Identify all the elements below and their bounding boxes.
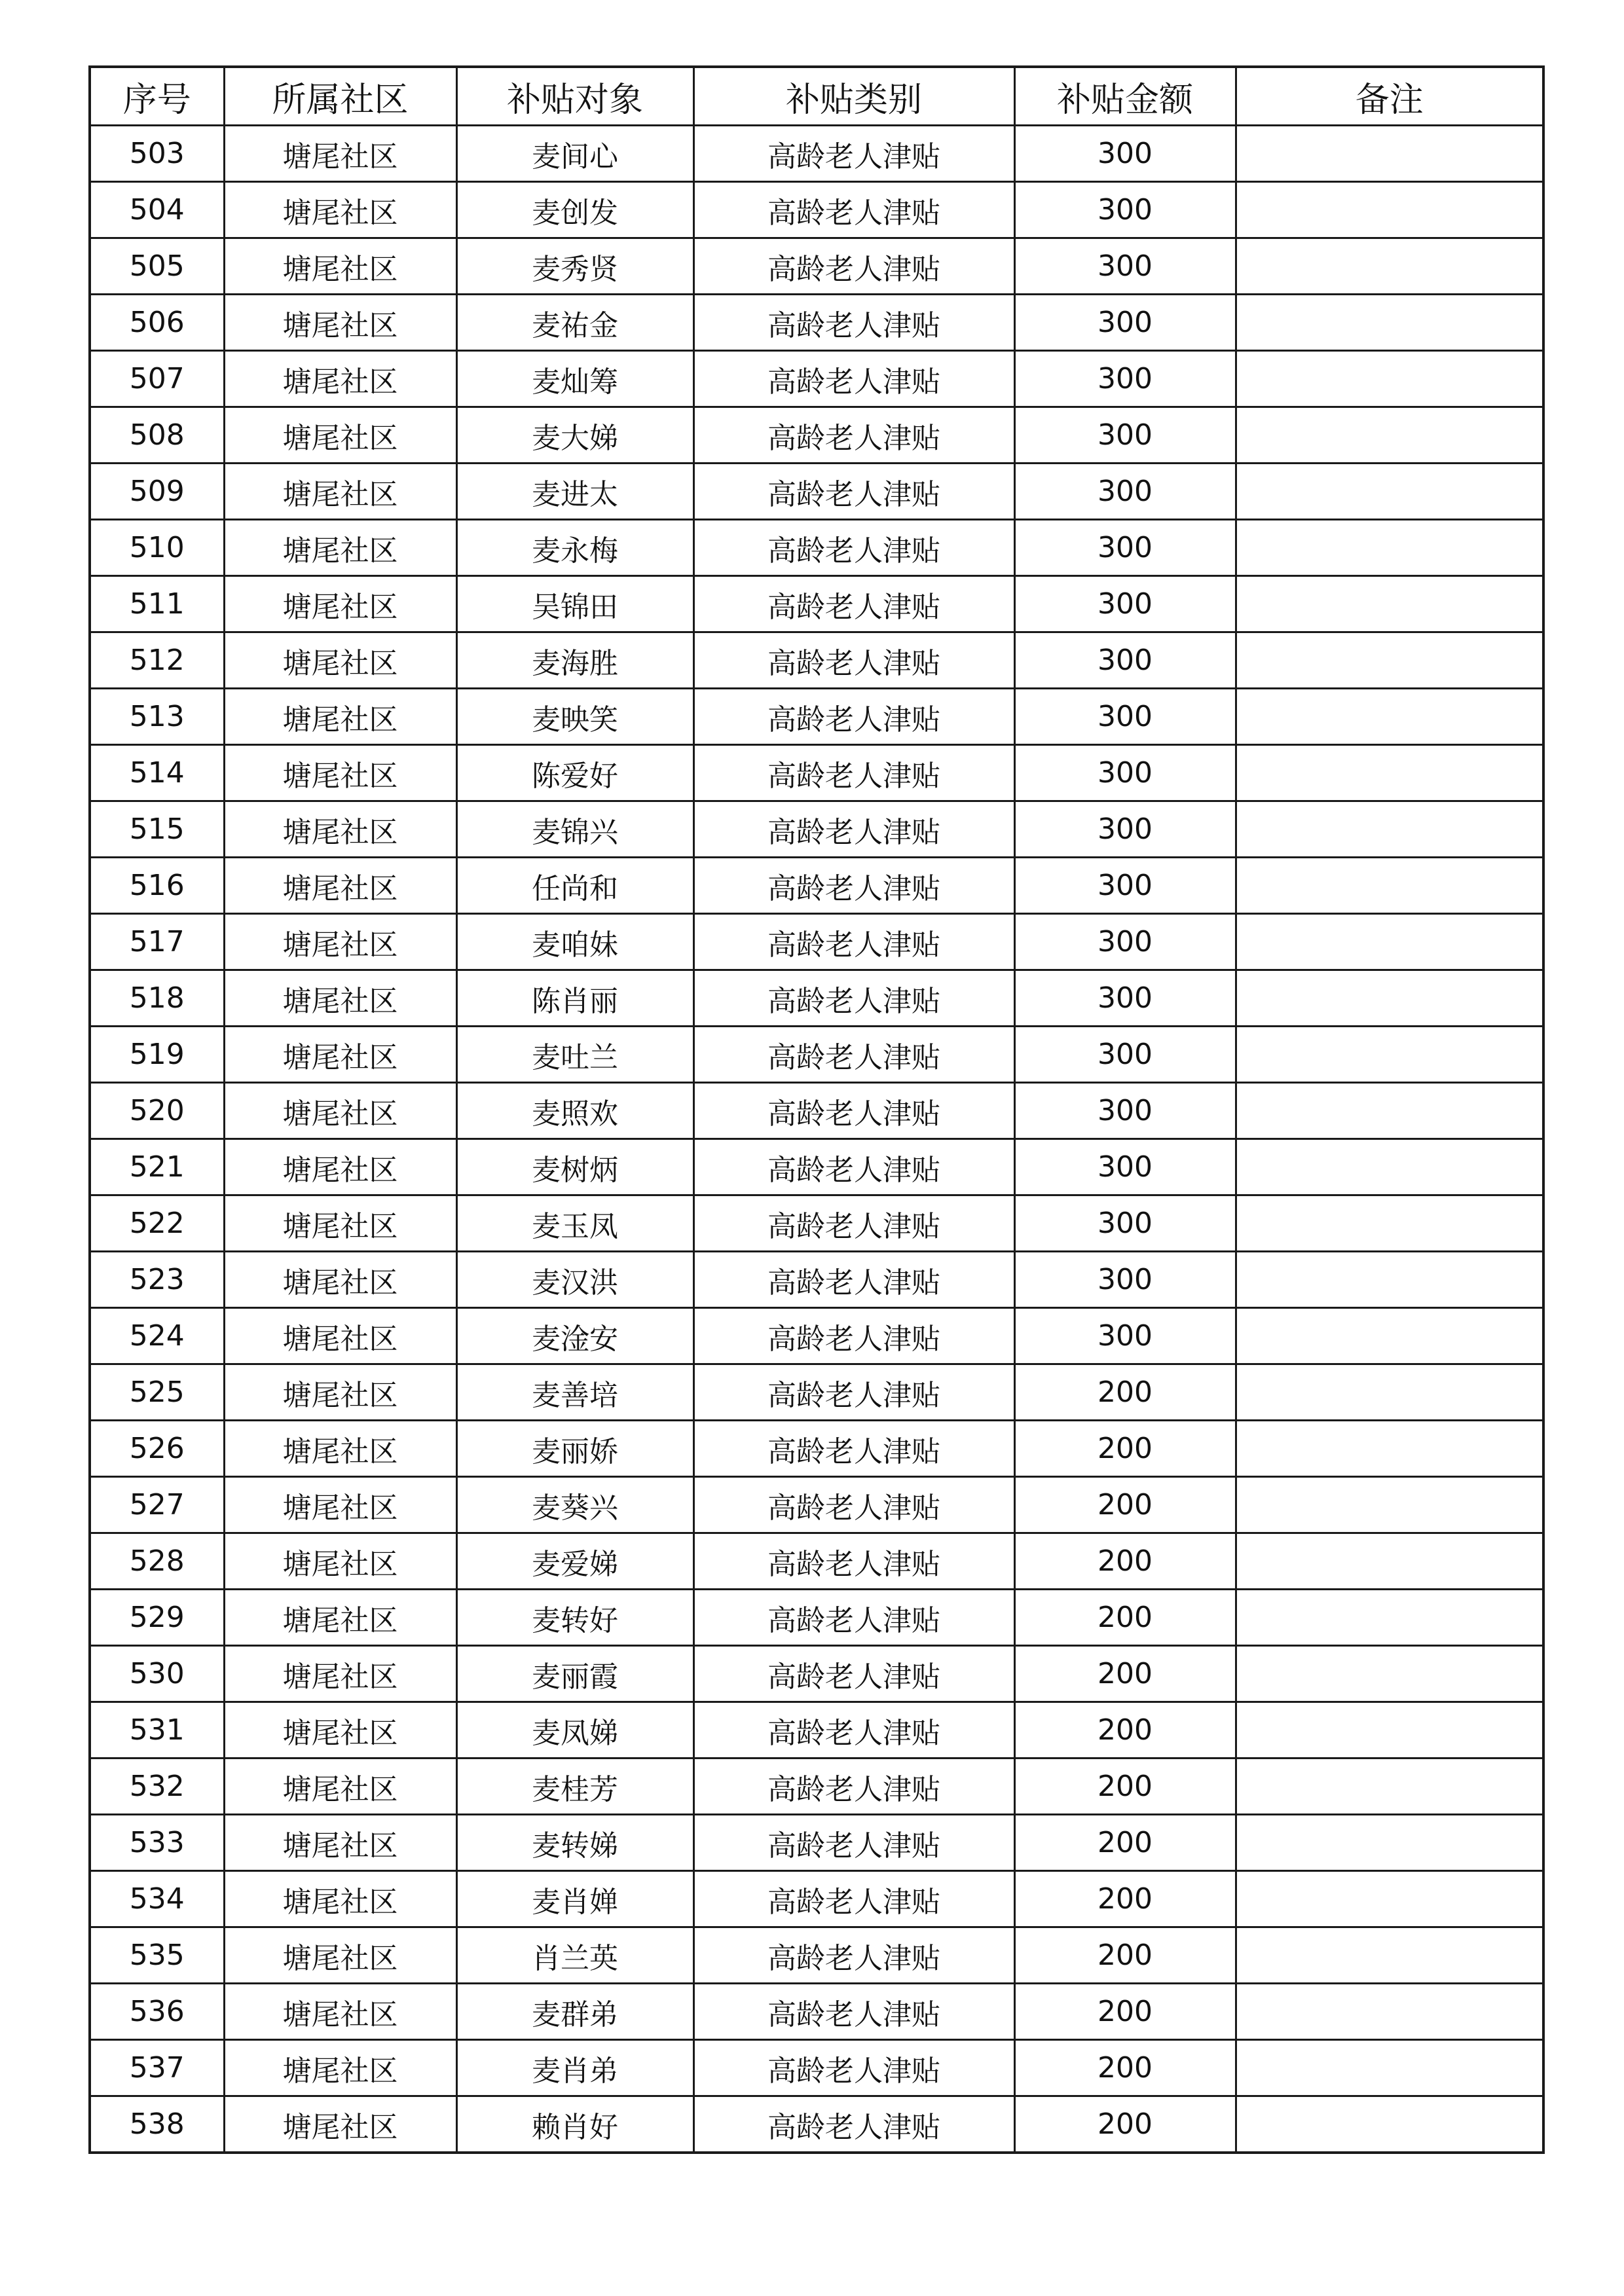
- cell-remarks: [1236, 1195, 1543, 1252]
- cell-subsidy-amount: 300: [1014, 970, 1236, 1027]
- cell-serial-number: 516: [90, 858, 224, 914]
- cell-subsidy-amount: 300: [1014, 745, 1236, 801]
- cell-serial-number: 529: [90, 1590, 224, 1646]
- cell-serial-number: 514: [90, 745, 224, 801]
- cell-remarks: [1236, 464, 1543, 520]
- cell-community: 塘尾社区: [224, 1984, 456, 2040]
- cell-community: 塘尾社区: [224, 1815, 456, 1871]
- cell-community: 塘尾社区: [224, 2096, 456, 2153]
- cell-subsidy-type: 高龄老人津贴: [693, 182, 1014, 238]
- table-row: [90, 801, 1543, 858]
- cell-remarks: [1236, 238, 1543, 295]
- header-community: 所属社区: [224, 67, 456, 126]
- cell-remarks: [1236, 1533, 1543, 1590]
- cell-recipient: 麦凤娣: [456, 1702, 693, 1758]
- cell-remarks: [1236, 858, 1543, 914]
- table-row: [90, 1984, 1543, 2040]
- cell-recipient: 麦肖婵: [456, 1871, 693, 1927]
- cell-community: 塘尾社区: [224, 407, 456, 464]
- table-row: [90, 1195, 1543, 1252]
- cell-subsidy-type: 高龄老人津贴: [693, 1927, 1014, 1984]
- cell-serial-number: 523: [90, 1252, 224, 1308]
- table-row: [90, 1083, 1543, 1139]
- header-serial-number: 序号: [90, 67, 224, 126]
- cell-subsidy-amount: 300: [1014, 182, 1236, 238]
- cell-subsidy-amount: 300: [1014, 1083, 1236, 1139]
- cell-subsidy-amount: 300: [1014, 632, 1236, 689]
- subsidy-table-sheet: [88, 65, 1542, 2154]
- cell-serial-number: 505: [90, 238, 224, 295]
- table-row: [90, 1871, 1543, 1927]
- table-row: [90, 689, 1543, 745]
- cell-community: 塘尾社区: [224, 464, 456, 520]
- table-row: [90, 1758, 1543, 1815]
- table-row: [90, 1027, 1543, 1083]
- cell-community: 塘尾社区: [224, 914, 456, 970]
- cell-remarks: [1236, 1927, 1543, 1984]
- cell-subsidy-type: 高龄老人津贴: [693, 464, 1014, 520]
- cell-subsidy-type: 高龄老人津贴: [693, 745, 1014, 801]
- cell-subsidy-amount: 200: [1014, 1646, 1236, 1702]
- cell-community: 塘尾社区: [224, 1477, 456, 1533]
- cell-community: 塘尾社区: [224, 1195, 456, 1252]
- cell-recipient: 麦秀贤: [456, 238, 693, 295]
- cell-recipient: 麦间心: [456, 126, 693, 182]
- cell-serial-number: 504: [90, 182, 224, 238]
- cell-serial-number: 527: [90, 1477, 224, 1533]
- cell-subsidy-type: 高龄老人津贴: [693, 1421, 1014, 1477]
- table-row: [90, 914, 1543, 970]
- cell-subsidy-amount: 300: [1014, 801, 1236, 858]
- table-row: [90, 520, 1543, 576]
- header-subsidy-amount: 补贴金额: [1014, 67, 1236, 126]
- cell-serial-number: 532: [90, 1758, 224, 1815]
- subsidy-table: [88, 65, 1545, 2154]
- cell-remarks: [1236, 407, 1543, 464]
- cell-serial-number: 536: [90, 1984, 224, 2040]
- cell-subsidy-type: 高龄老人津贴: [693, 1027, 1014, 1083]
- cell-community: 塘尾社区: [224, 238, 456, 295]
- cell-community: 塘尾社区: [224, 1308, 456, 1364]
- cell-serial-number: 524: [90, 1308, 224, 1364]
- cell-serial-number: 526: [90, 1421, 224, 1477]
- cell-recipient: 麦汉洪: [456, 1252, 693, 1308]
- table-row: [90, 1590, 1543, 1646]
- cell-subsidy-amount: 300: [1014, 1308, 1236, 1364]
- cell-subsidy-type: 高龄老人津贴: [693, 1364, 1014, 1421]
- cell-remarks: [1236, 2040, 1543, 2096]
- cell-community: 塘尾社区: [224, 801, 456, 858]
- cell-serial-number: 507: [90, 351, 224, 407]
- cell-remarks: [1236, 1083, 1543, 1139]
- cell-subsidy-amount: 300: [1014, 238, 1236, 295]
- cell-subsidy-type: 高龄老人津贴: [693, 1815, 1014, 1871]
- cell-recipient: 麦爱娣: [456, 1533, 693, 1590]
- cell-recipient: 麦吐兰: [456, 1027, 693, 1083]
- cell-serial-number: 503: [90, 126, 224, 182]
- cell-community: 塘尾社区: [224, 182, 456, 238]
- cell-community: 塘尾社区: [224, 1083, 456, 1139]
- table-row: [90, 182, 1543, 238]
- cell-community: 塘尾社区: [224, 1027, 456, 1083]
- cell-community: 塘尾社区: [224, 1927, 456, 1984]
- cell-remarks: [1236, 2096, 1543, 2153]
- cell-remarks: [1236, 1815, 1543, 1871]
- cell-subsidy-type: 高龄老人津贴: [693, 858, 1014, 914]
- cell-community: 塘尾社区: [224, 1646, 456, 1702]
- cell-remarks: [1236, 351, 1543, 407]
- cell-remarks: [1236, 1590, 1543, 1646]
- cell-community: 塘尾社区: [224, 295, 456, 351]
- cell-subsidy-amount: 300: [1014, 126, 1236, 182]
- table-row: [90, 1815, 1543, 1871]
- table-row: [90, 1533, 1543, 1590]
- table-body: [90, 126, 1543, 2153]
- cell-serial-number: 506: [90, 295, 224, 351]
- table-row: [90, 1702, 1543, 1758]
- cell-community: 塘尾社区: [224, 858, 456, 914]
- cell-subsidy-type: 高龄老人津贴: [693, 2040, 1014, 2096]
- table-row: [90, 576, 1543, 632]
- cell-subsidy-type: 高龄老人津贴: [693, 351, 1014, 407]
- cell-remarks: [1236, 1421, 1543, 1477]
- cell-subsidy-amount: 300: [1014, 295, 1236, 351]
- cell-recipient: 麦祐金: [456, 295, 693, 351]
- cell-remarks: [1236, 1477, 1543, 1533]
- cell-remarks: [1236, 632, 1543, 689]
- cell-serial-number: 513: [90, 689, 224, 745]
- cell-subsidy-amount: 300: [1014, 914, 1236, 970]
- cell-serial-number: 535: [90, 1927, 224, 1984]
- cell-subsidy-type: 高龄老人津贴: [693, 295, 1014, 351]
- cell-recipient: 麦转娣: [456, 1815, 693, 1871]
- cell-serial-number: 510: [90, 520, 224, 576]
- cell-serial-number: 518: [90, 970, 224, 1027]
- cell-community: 塘尾社区: [224, 351, 456, 407]
- cell-subsidy-type: 高龄老人津贴: [693, 970, 1014, 1027]
- cell-subsidy-type: 高龄老人津贴: [693, 1195, 1014, 1252]
- cell-subsidy-amount: 300: [1014, 464, 1236, 520]
- cell-subsidy-type: 高龄老人津贴: [693, 1533, 1014, 1590]
- cell-subsidy-type: 高龄老人津贴: [693, 1702, 1014, 1758]
- cell-subsidy-type: 高龄老人津贴: [693, 1984, 1014, 2040]
- cell-subsidy-amount: 200: [1014, 1590, 1236, 1646]
- cell-subsidy-amount: 300: [1014, 1139, 1236, 1195]
- cell-remarks: [1236, 182, 1543, 238]
- cell-subsidy-type: 高龄老人津贴: [693, 238, 1014, 295]
- cell-serial-number: 528: [90, 1533, 224, 1590]
- cell-subsidy-type: 高龄老人津贴: [693, 520, 1014, 576]
- table-row: [90, 1364, 1543, 1421]
- cell-community: 塘尾社区: [224, 745, 456, 801]
- cell-serial-number: 537: [90, 2040, 224, 2096]
- cell-remarks: [1236, 126, 1543, 182]
- cell-subsidy-type: 高龄老人津贴: [693, 576, 1014, 632]
- cell-recipient: 麦咱妹: [456, 914, 693, 970]
- cell-recipient: 陈爱好: [456, 745, 693, 801]
- table-row: [90, 351, 1543, 407]
- cell-serial-number: 534: [90, 1871, 224, 1927]
- cell-community: 塘尾社区: [224, 970, 456, 1027]
- table-row: [90, 970, 1543, 1027]
- cell-serial-number: 509: [90, 464, 224, 520]
- cell-remarks: [1236, 1364, 1543, 1421]
- table-row: [90, 1139, 1543, 1195]
- cell-recipient: 麦淦安: [456, 1308, 693, 1364]
- cell-remarks: [1236, 801, 1543, 858]
- cell-recipient: 麦丽霞: [456, 1646, 693, 1702]
- cell-community: 塘尾社区: [224, 1702, 456, 1758]
- cell-community: 塘尾社区: [224, 126, 456, 182]
- cell-recipient: 麦肖弟: [456, 2040, 693, 2096]
- cell-serial-number: 531: [90, 1702, 224, 1758]
- cell-serial-number: 515: [90, 801, 224, 858]
- cell-recipient: 麦大娣: [456, 407, 693, 464]
- cell-recipient: 麦永梅: [456, 520, 693, 576]
- cell-subsidy-type: 高龄老人津贴: [693, 1139, 1014, 1195]
- cell-recipient: 任尚和: [456, 858, 693, 914]
- cell-recipient: 麦丽娇: [456, 1421, 693, 1477]
- table-row: [90, 745, 1543, 801]
- cell-community: 塘尾社区: [224, 1139, 456, 1195]
- cell-recipient: 麦灿筹: [456, 351, 693, 407]
- cell-subsidy-amount: 200: [1014, 1702, 1236, 1758]
- cell-community: 塘尾社区: [224, 1421, 456, 1477]
- table-row: [90, 858, 1543, 914]
- cell-serial-number: 521: [90, 1139, 224, 1195]
- table-row: [90, 1646, 1543, 1702]
- cell-remarks: [1236, 520, 1543, 576]
- cell-subsidy-amount: 200: [1014, 2096, 1236, 2153]
- cell-remarks: [1236, 914, 1543, 970]
- cell-subsidy-amount: 300: [1014, 520, 1236, 576]
- cell-recipient: 麦创发: [456, 182, 693, 238]
- cell-serial-number: 520: [90, 1083, 224, 1139]
- cell-serial-number: 511: [90, 576, 224, 632]
- cell-subsidy-amount: 200: [1014, 1815, 1236, 1871]
- cell-subsidy-type: 高龄老人津贴: [693, 1590, 1014, 1646]
- cell-remarks: [1236, 970, 1543, 1027]
- cell-remarks: [1236, 1139, 1543, 1195]
- cell-serial-number: 533: [90, 1815, 224, 1871]
- cell-subsidy-amount: 300: [1014, 858, 1236, 914]
- cell-recipient: 麦转好: [456, 1590, 693, 1646]
- cell-recipient: 麦桂芳: [456, 1758, 693, 1815]
- cell-serial-number: 512: [90, 632, 224, 689]
- cell-recipient: 麦照欢: [456, 1083, 693, 1139]
- cell-remarks: [1236, 295, 1543, 351]
- cell-subsidy-amount: 200: [1014, 1984, 1236, 2040]
- cell-subsidy-type: 高龄老人津贴: [693, 1758, 1014, 1815]
- cell-subsidy-type: 高龄老人津贴: [693, 689, 1014, 745]
- cell-remarks: [1236, 1702, 1543, 1758]
- cell-community: 塘尾社区: [224, 632, 456, 689]
- cell-community: 塘尾社区: [224, 1533, 456, 1590]
- table-row: [90, 1252, 1543, 1308]
- cell-recipient: 麦锦兴: [456, 801, 693, 858]
- cell-community: 塘尾社区: [224, 1590, 456, 1646]
- cell-recipient: 麦树炳: [456, 1139, 693, 1195]
- table-row: [90, 126, 1543, 182]
- cell-remarks: [1236, 689, 1543, 745]
- header-row: [90, 67, 1543, 126]
- header-subsidy-type: 补贴类别: [693, 67, 1014, 126]
- cell-subsidy-amount: 300: [1014, 689, 1236, 745]
- table-row: [90, 295, 1543, 351]
- cell-community: 塘尾社区: [224, 1252, 456, 1308]
- cell-subsidy-amount: 300: [1014, 1195, 1236, 1252]
- cell-subsidy-amount: 200: [1014, 1364, 1236, 1421]
- cell-subsidy-amount: 300: [1014, 351, 1236, 407]
- cell-recipient: 麦玉凤: [456, 1195, 693, 1252]
- cell-recipient: 麦善培: [456, 1364, 693, 1421]
- cell-serial-number: 530: [90, 1646, 224, 1702]
- cell-subsidy-type: 高龄老人津贴: [693, 1083, 1014, 1139]
- cell-community: 塘尾社区: [224, 1758, 456, 1815]
- cell-serial-number: 508: [90, 407, 224, 464]
- cell-subsidy-amount: 300: [1014, 1027, 1236, 1083]
- cell-serial-number: 538: [90, 2096, 224, 2153]
- cell-recipient: 麦群弟: [456, 1984, 693, 2040]
- cell-remarks: [1236, 1308, 1543, 1364]
- cell-subsidy-amount: 200: [1014, 1758, 1236, 1815]
- cell-subsidy-type: 高龄老人津贴: [693, 126, 1014, 182]
- cell-community: 塘尾社区: [224, 520, 456, 576]
- table-row: [90, 1477, 1543, 1533]
- cell-recipient: 麦映笑: [456, 689, 693, 745]
- cell-serial-number: 519: [90, 1027, 224, 1083]
- cell-subsidy-type: 高龄老人津贴: [693, 1871, 1014, 1927]
- header-recipient: 补贴对象: [456, 67, 693, 126]
- cell-subsidy-type: 高龄老人津贴: [693, 801, 1014, 858]
- header-remarks: 备注: [1236, 67, 1543, 126]
- table-row: [90, 632, 1543, 689]
- cell-recipient: 陈肖丽: [456, 970, 693, 1027]
- cell-subsidy-type: 高龄老人津贴: [693, 407, 1014, 464]
- cell-recipient: 麦海胜: [456, 632, 693, 689]
- cell-serial-number: 525: [90, 1364, 224, 1421]
- cell-subsidy-type: 高龄老人津贴: [693, 1646, 1014, 1702]
- cell-serial-number: 522: [90, 1195, 224, 1252]
- cell-recipient: 吴锦田: [456, 576, 693, 632]
- cell-recipient: 肖兰英: [456, 1927, 693, 1984]
- cell-subsidy-type: 高龄老人津贴: [693, 1252, 1014, 1308]
- cell-serial-number: 517: [90, 914, 224, 970]
- cell-subsidy-amount: 200: [1014, 1871, 1236, 1927]
- cell-recipient: 麦葵兴: [456, 1477, 693, 1533]
- table-row: [90, 1927, 1543, 1984]
- cell-subsidy-amount: 300: [1014, 576, 1236, 632]
- cell-subsidy-amount: 200: [1014, 2040, 1236, 2096]
- cell-subsidy-type: 高龄老人津贴: [693, 2096, 1014, 2153]
- cell-remarks: [1236, 1252, 1543, 1308]
- table-row: [90, 407, 1543, 464]
- cell-subsidy-amount: 200: [1014, 1477, 1236, 1533]
- cell-remarks: [1236, 1984, 1543, 2040]
- cell-community: 塘尾社区: [224, 1364, 456, 1421]
- cell-subsidy-type: 高龄老人津贴: [693, 1308, 1014, 1364]
- cell-remarks: [1236, 1027, 1543, 1083]
- cell-subsidy-amount: 200: [1014, 1533, 1236, 1590]
- cell-subsidy-amount: 300: [1014, 407, 1236, 464]
- cell-subsidy-amount: 300: [1014, 1252, 1236, 1308]
- table-row: [90, 2040, 1543, 2096]
- table-row: [90, 1308, 1543, 1364]
- cell-community: 塘尾社区: [224, 2040, 456, 2096]
- cell-remarks: [1236, 1646, 1543, 1702]
- cell-remarks: [1236, 1871, 1543, 1927]
- table-row: [90, 464, 1543, 520]
- cell-subsidy-type: 高龄老人津贴: [693, 1477, 1014, 1533]
- cell-remarks: [1236, 576, 1543, 632]
- cell-subsidy-amount: 200: [1014, 1927, 1236, 1984]
- cell-subsidy-type: 高龄老人津贴: [693, 632, 1014, 689]
- cell-remarks: [1236, 745, 1543, 801]
- cell-community: 塘尾社区: [224, 576, 456, 632]
- table-row: [90, 2096, 1543, 2153]
- cell-remarks: [1236, 1758, 1543, 1815]
- cell-community: 塘尾社区: [224, 689, 456, 745]
- cell-subsidy-type: 高龄老人津贴: [693, 914, 1014, 970]
- cell-recipient: 赖肖好: [456, 2096, 693, 2153]
- cell-subsidy-amount: 200: [1014, 1421, 1236, 1477]
- table-row: [90, 238, 1543, 295]
- table-header: [90, 67, 1543, 126]
- table-row: [90, 1421, 1543, 1477]
- cell-recipient: 麦进太: [456, 464, 693, 520]
- cell-community: 塘尾社区: [224, 1871, 456, 1927]
